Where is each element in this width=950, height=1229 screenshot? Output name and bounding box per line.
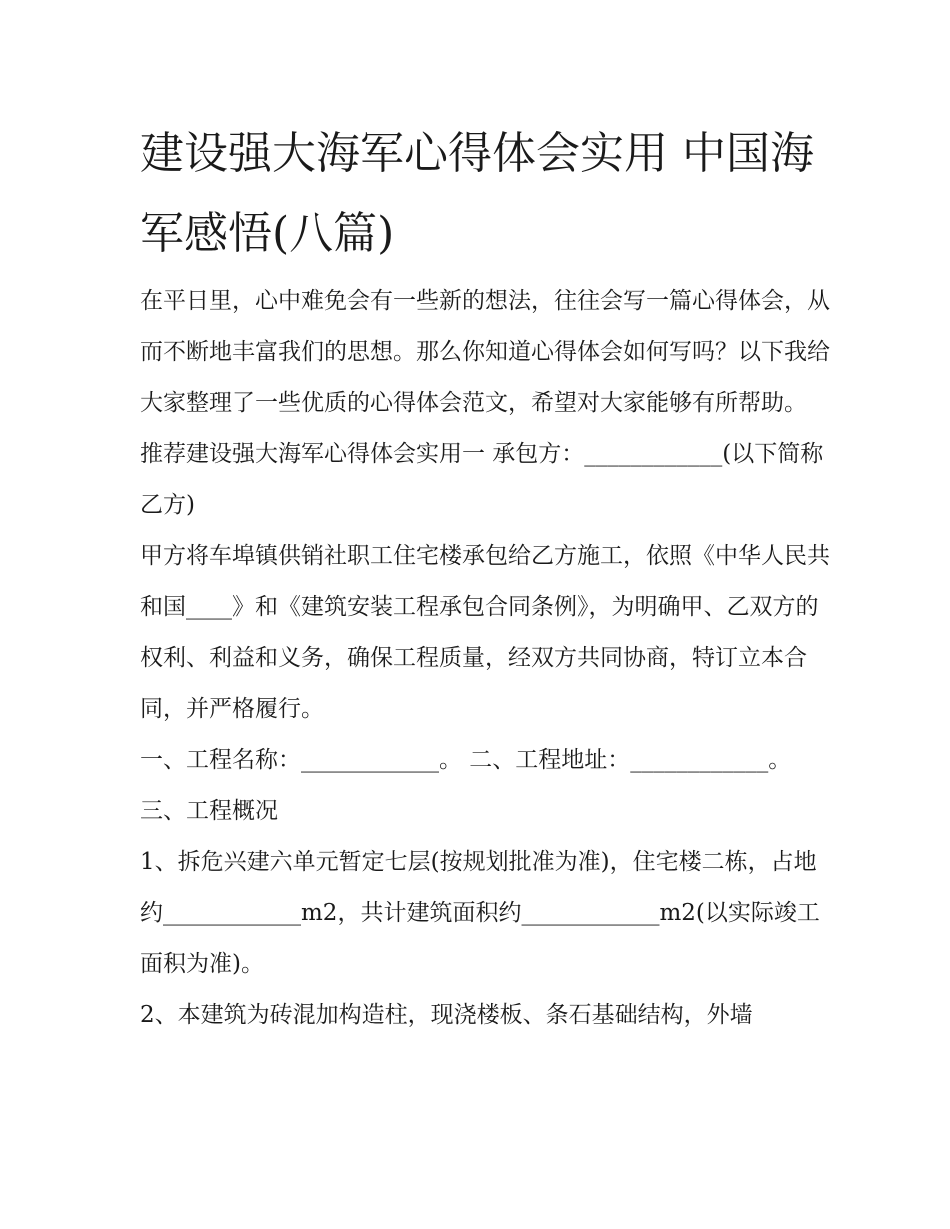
project-info-paragraph: 一、工程名称：____________。 二、工程地址：____________。 三、工程概况 xyxy=(140,747,792,824)
contract-intro-paragraph: 甲方将车埠镇供销社职工住宅楼承包给乙方施工，依照《中华人民共和国____》和《建筑安装工程承包合同条例》，为明确甲、乙双方的权利、利益和义务，确保工程质量，经双方共同协商，特订立本合同，并严格履行。 xyxy=(140,543,830,722)
structure-paragraph: 2、本建筑为砖混加构造柱，现浇楼板、条石基础结构，外墙 xyxy=(140,1002,753,1028)
project-scope-paragraph: 1、拆危兴建六单元暂定七层(按规划批准为准)，住宅楼二栋，占地约____________m2，共计建筑面积约____________m2(以实际竣工面积为准)。 xyxy=(140,849,820,977)
document-body xyxy=(140,276,830,1041)
recommend-paragraph: 推荐建设强大海军心得体会实用一 承包方：____________(以下简称乙方) xyxy=(140,441,824,518)
document-title: 建设强大海军心得体会实用 中国海军感悟(八篇) xyxy=(140,128,814,259)
intro-paragraph: 在平日里，心中难免会有一些新的想法，往往会写一篇心得体会，从而不断地丰富我们的思想。那么你知道心得体会如何写吗？以下我给大家整理了一些优质的心得体会范文，希望对大家能够有所帮助。 xyxy=(140,288,830,416)
